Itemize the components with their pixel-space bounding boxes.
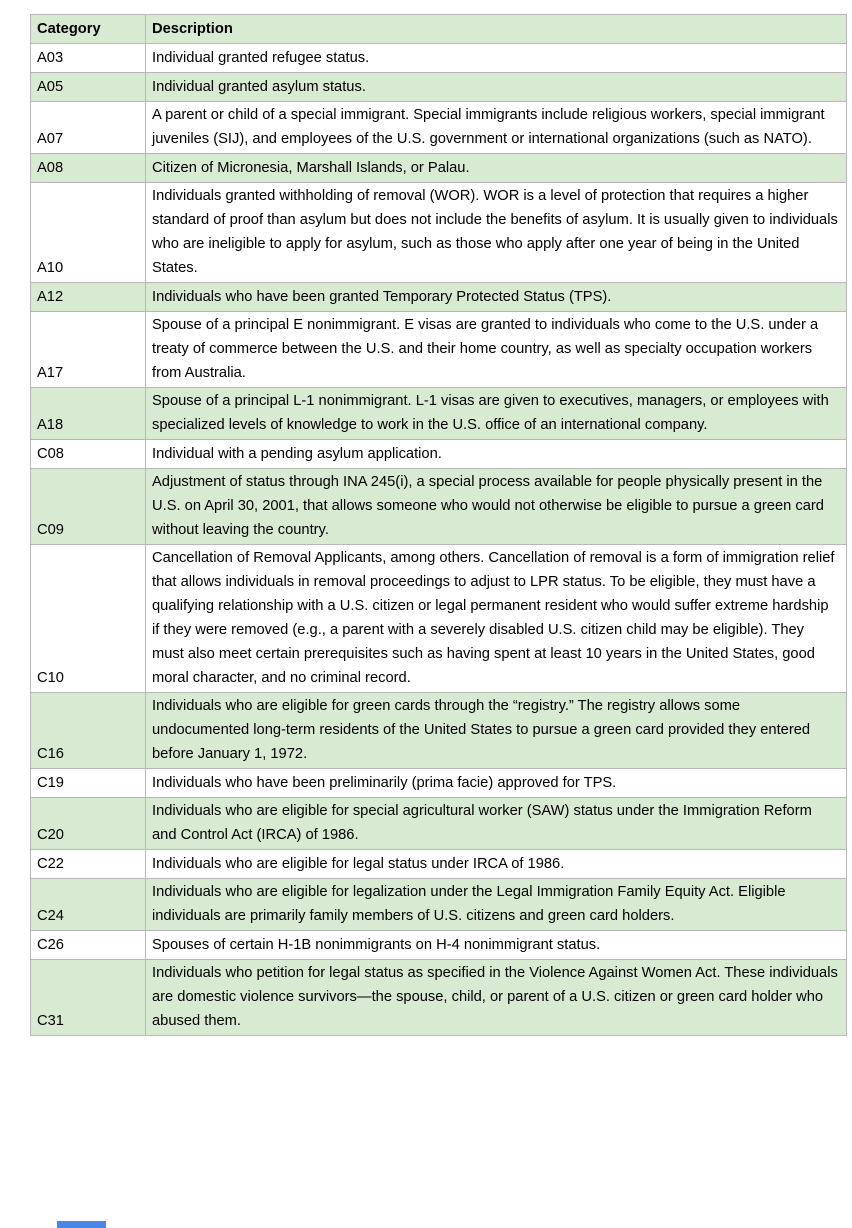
category-cell[interactable]: C08 — [31, 440, 146, 469]
description-cell[interactable]: Individuals who petition for legal status as specified in the Violence Against Women Act. These individuals are domestic violence survivors—the spouse, child, or parent of a U.S. citizen or green card holder who abused them. — [146, 960, 847, 1036]
description-cell[interactable]: Individuals who are eligible for legal status under IRCA of 1986. — [146, 850, 847, 879]
table-row — [31, 183, 847, 283]
header-row — [31, 15, 847, 44]
category-cell[interactable]: A08 — [31, 154, 146, 183]
category-cell[interactable]: A03 — [31, 44, 146, 73]
header-cell-category[interactable]: Category — [31, 15, 146, 44]
description-cell[interactable]: Individuals who have been preliminarily (prima facie) approved for TPS. — [146, 769, 847, 798]
category-cell[interactable]: C31 — [31, 960, 146, 1036]
category-cell[interactable]: A05 — [31, 73, 146, 102]
description-cell[interactable]: Spouse of a principal E nonimmigrant. E visas are granted to individuals who come to the U.S. under a treaty of commerce between the U.S. and their home country, as well as specialty occupation workers from Australia. — [146, 312, 847, 388]
table-row — [31, 931, 847, 960]
header-cell-description[interactable]: Description — [146, 15, 847, 44]
description-cell[interactable]: Individuals who have been granted Temporary Protected Status (TPS). — [146, 283, 847, 312]
table-row — [31, 283, 847, 312]
table-row — [31, 960, 847, 1036]
description-cell[interactable]: Citizen of Micronesia, Marshall Islands, or Palau. — [146, 154, 847, 183]
category-cell[interactable]: C16 — [31, 693, 146, 769]
description-cell[interactable]: Individual with a pending asylum application. — [146, 440, 847, 469]
category-cell[interactable]: A12 — [31, 283, 146, 312]
table-row — [31, 693, 847, 769]
description-cell[interactable]: Individuals who are eligible for green cards through the “registry.” The registry allows some undocumented long-term residents of the United States to pursue a green card provided they entered before January 1, 1972. — [146, 693, 847, 769]
category-cell[interactable]: C20 — [31, 798, 146, 850]
table-row — [31, 769, 847, 798]
table-row — [31, 879, 847, 931]
description-cell[interactable]: Individuals granted withholding of removal (WOR). WOR is a level of protection that requires a higher standard of proof than asylum but does not include the benefits of asylum. It is usually given to individuals who are ineligible to apply for asylum, such as those who apply after one year of being in the United States. — [146, 183, 847, 283]
table-row — [31, 73, 847, 102]
table-row — [31, 850, 847, 879]
description-cell[interactable]: Individual granted refugee status. — [146, 44, 847, 73]
text-cursor — [57, 1221, 106, 1228]
description-cell[interactable]: Adjustment of status through INA 245(i), a special process available for people physically present in the U.S. on April 30, 2001, that allows someone who would not otherwise be eligible to pursue a green card without leaving the country. — [146, 469, 847, 545]
category-cell[interactable]: C10 — [31, 545, 146, 693]
category-cell[interactable]: A07 — [31, 102, 146, 154]
category-cell[interactable]: C09 — [31, 469, 146, 545]
table-row — [31, 469, 847, 545]
table-row — [31, 44, 847, 73]
table-row — [31, 798, 847, 850]
table-row — [31, 154, 847, 183]
category-cell[interactable]: C22 — [31, 850, 146, 879]
table-row — [31, 440, 847, 469]
table-row — [31, 545, 847, 693]
description-cell[interactable]: Spouses of certain H-1B nonimmigrants on H-4 nonimmigrant status. — [146, 931, 847, 960]
category-cell[interactable]: C24 — [31, 879, 146, 931]
category-cell[interactable]: A10 — [31, 183, 146, 283]
category-cell[interactable]: A17 — [31, 312, 146, 388]
immigration-category-table — [30, 14, 847, 1036]
table-row — [31, 312, 847, 388]
table-row — [31, 102, 847, 154]
category-cell[interactable]: C26 — [31, 931, 146, 960]
description-cell[interactable]: Spouse of a principal L-1 nonimmigrant. L-1 visas are given to executives, managers, or employees with specialized levels of knowledge to work in the U.S. office of an international company. — [146, 388, 847, 440]
description-cell[interactable]: Cancellation of Removal Applicants, among others. Cancellation of removal is a form of immigration relief that allows individuals in removal proceedings to adjust to LPR status. To be eligible, they must have a qualifying relationship with a U.S. citizen or legal permanent resident who would suffer extreme hardship if they were removed (e.g., a parent with a severely disabled U.S. citizen child may be eligible). They must also meet certain prerequisites such as having spent at least 10 years in the United States, good moral character, and no criminal record. — [146, 545, 847, 693]
description-cell[interactable]: Individuals who are eligible for special agricultural worker (SAW) status under the Immigration Reform and Control Act (IRCA) of 1986. — [146, 798, 847, 850]
description-cell[interactable]: A parent or child of a special immigrant. Special immigrants include religious workers, special immigrant juveniles (SIJ), and employees of the U.S. government or international organizations (such as NATO). — [146, 102, 847, 154]
description-cell[interactable]: Individuals who are eligible for legalization under the Legal Immigration Family Equity Act. Eligible individuals are primarily family members of U.S. citizens and green card holders. — [146, 879, 847, 931]
description-cell[interactable]: Individual granted asylum status. — [146, 73, 847, 102]
category-cell[interactable]: C19 — [31, 769, 146, 798]
category-cell[interactable]: A18 — [31, 388, 146, 440]
table-row — [31, 388, 847, 440]
